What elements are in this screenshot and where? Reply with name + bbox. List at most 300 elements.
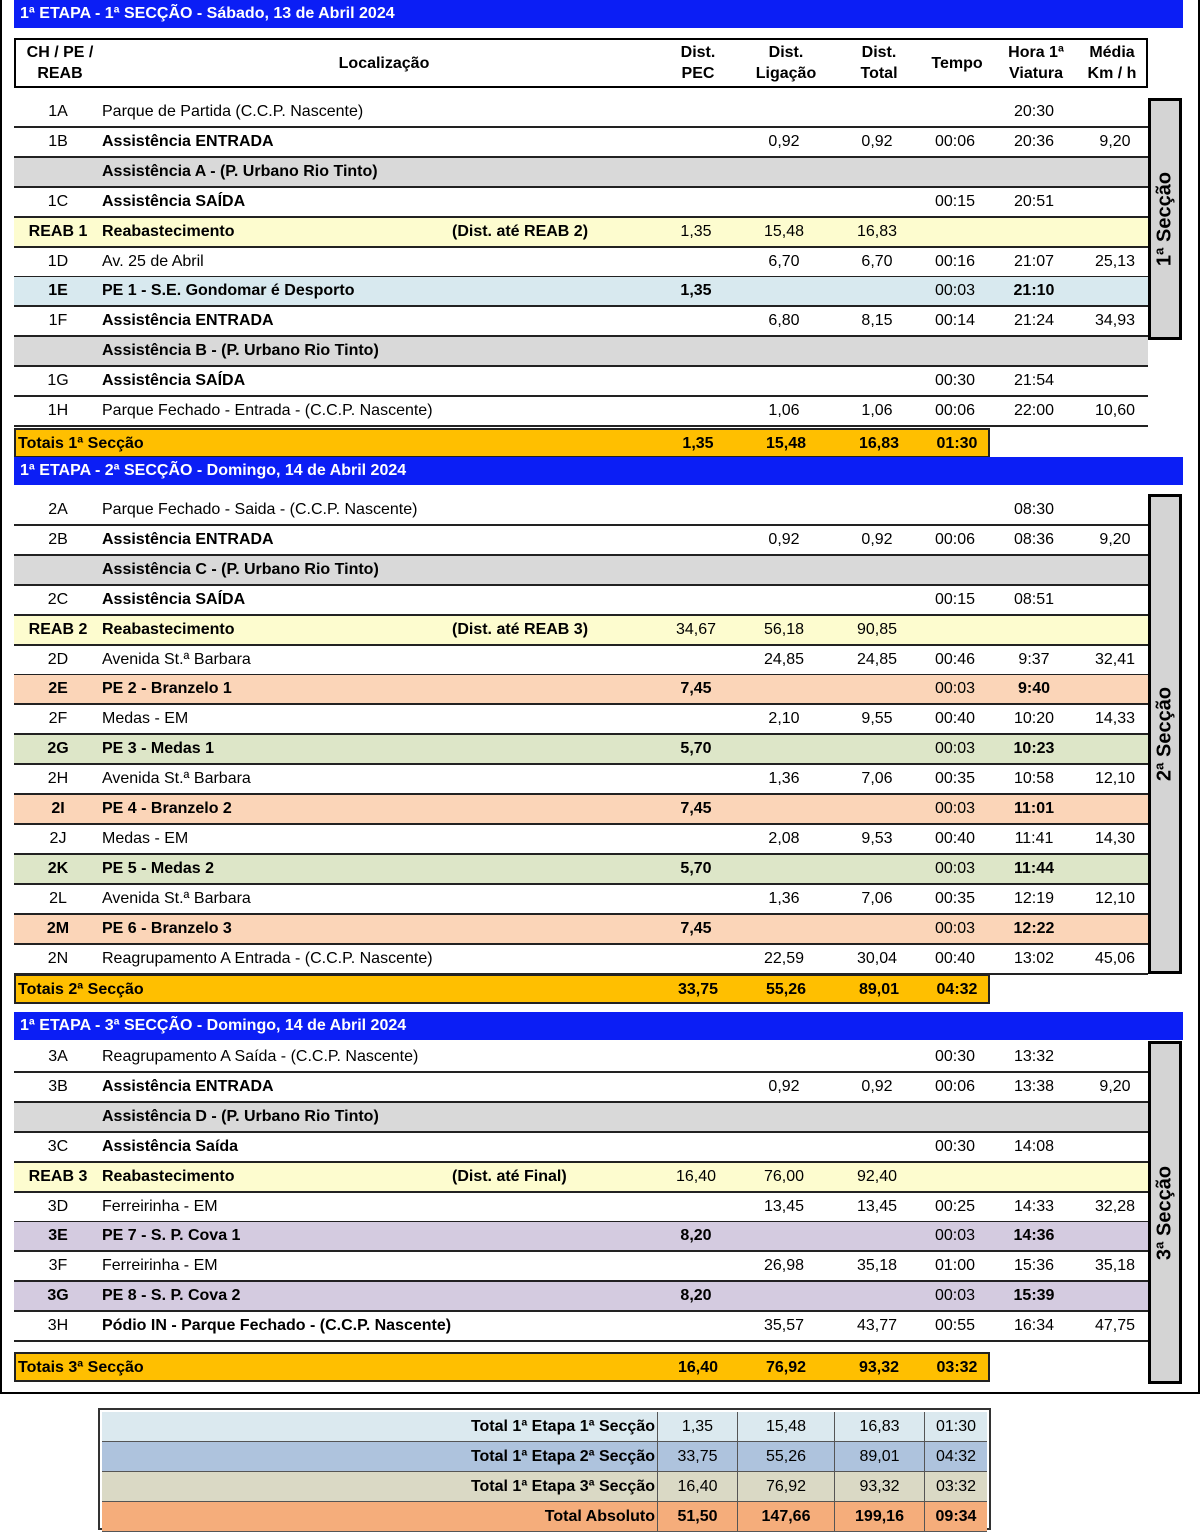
row-code: 2C xyxy=(47,590,69,608)
row-media xyxy=(1082,735,1148,763)
section-side-label-text: 3ª Secção xyxy=(1153,1165,1176,1260)
summary-table xyxy=(98,1408,991,1530)
row-dist-pec xyxy=(662,1133,730,1161)
row-location: PE 4 - Branzelo 2 xyxy=(102,800,232,817)
row-code: 1D xyxy=(47,252,69,270)
row-dist-pec xyxy=(662,1073,730,1101)
header-media: Média Km / h xyxy=(1087,44,1137,82)
row-location: Medas - EM xyxy=(102,829,189,847)
totals-pec: 16,40 xyxy=(677,1359,719,1376)
row-media xyxy=(1082,675,1148,703)
row-hora: 11:01 xyxy=(1013,800,1055,817)
row-hora: 20:30 xyxy=(1013,103,1055,120)
summary-total: 199,16 xyxy=(834,1502,924,1532)
row-location: Ferreirinha - EM xyxy=(102,1257,218,1275)
summary-lig: 147,66 xyxy=(737,1502,834,1532)
row-tempo: 00:40 xyxy=(934,829,976,847)
section-side-label xyxy=(1148,494,1182,974)
row-media: 45,06 xyxy=(1094,949,1136,967)
row-dist-pec xyxy=(662,158,730,186)
itinerary-row xyxy=(14,795,1148,825)
row-code: 2K xyxy=(47,859,69,877)
row-tempo: 00:40 xyxy=(934,710,976,728)
totals-ligacao: 76,92 xyxy=(765,1359,807,1376)
row-tempo: 00:15 xyxy=(934,590,976,608)
itinerary-row xyxy=(14,218,1148,248)
itinerary-row xyxy=(14,128,1148,158)
row-dist-ligacao xyxy=(742,795,826,823)
row-dist-total xyxy=(836,1133,918,1161)
row-location: PE 5 - Medas 2 xyxy=(102,859,215,877)
row-hora: 10:23 xyxy=(1013,740,1055,758)
row-tempo: 00:03 xyxy=(934,1227,976,1245)
row-media xyxy=(1082,367,1148,395)
row-dist-total xyxy=(836,675,918,703)
header-dist-pec: Dist. PEC xyxy=(680,44,716,82)
itinerary-row xyxy=(14,188,1148,218)
itinerary-row xyxy=(14,277,1148,307)
row-hora: 13:02 xyxy=(1013,949,1055,967)
itinerary-row xyxy=(14,556,1148,586)
itinerary-row xyxy=(14,496,1148,526)
summary-row xyxy=(102,1412,987,1442)
row-media: 34,93 xyxy=(1094,312,1136,330)
row-dist-total: 8,15 xyxy=(861,312,893,330)
itinerary-row xyxy=(14,825,1148,855)
row-dist-total xyxy=(836,735,918,763)
row-code: 2G xyxy=(47,740,69,758)
row-location: Pódio IN - Parque Fechado - (C.C.P. Nascente) xyxy=(102,1317,452,1335)
row-code xyxy=(14,158,102,186)
row-tempo xyxy=(924,496,986,524)
row-dist-pec xyxy=(662,1193,730,1221)
row-dist-pec xyxy=(662,765,730,793)
row-media xyxy=(1082,1163,1148,1191)
row-media xyxy=(1082,616,1148,644)
itinerary-row xyxy=(14,735,1148,765)
row-hora xyxy=(999,218,1069,246)
row-media xyxy=(1082,218,1148,246)
row-dist-pec xyxy=(662,945,730,973)
row-dist-pec: 8,20 xyxy=(680,1227,712,1245)
row-location: Medas - EM xyxy=(102,710,189,728)
row-code: 1G xyxy=(47,372,69,390)
row-location: PE 6 - Branzelo 3 xyxy=(102,919,232,937)
row-dist-ligacao xyxy=(742,1133,826,1161)
row-dist-ligacao: 1,36 xyxy=(768,889,800,907)
row-media xyxy=(1082,1133,1148,1161)
row-location: Assistência SAÍDA xyxy=(102,590,246,608)
row-media xyxy=(1082,1103,1148,1131)
row-dist-ligacao xyxy=(742,1282,826,1310)
row-hora xyxy=(999,337,1069,365)
row-tempo: 00:03 xyxy=(934,282,976,300)
row-hora: 16:34 xyxy=(1013,1317,1055,1335)
summary-label: Total 1ª Etapa 2ª Secção xyxy=(102,1442,657,1472)
row-media: 47,75 xyxy=(1094,1317,1136,1335)
itinerary-row xyxy=(14,1222,1148,1252)
itinerary-row xyxy=(14,367,1148,397)
row-dist-total xyxy=(836,1222,918,1250)
itinerary-row xyxy=(14,646,1148,676)
row-dist-ligacao: 6,70 xyxy=(768,252,800,270)
row-tempo: 00:30 xyxy=(934,1048,976,1065)
row-hora: 22:00 xyxy=(1013,402,1055,419)
row-code: 3D xyxy=(47,1197,69,1215)
row-media: 12,10 xyxy=(1094,770,1136,788)
row-tempo: 01:00 xyxy=(934,1257,976,1275)
totals-tempo: 03:32 xyxy=(936,1359,978,1376)
row-code: REAB 1 xyxy=(28,222,88,240)
row-dist-ligacao xyxy=(742,98,826,126)
row-tempo: 00:06 xyxy=(934,1077,976,1095)
row-dist-ligacao xyxy=(742,586,826,614)
row-location: Reabastecimento xyxy=(102,222,235,240)
row-dist-ligacao: 15,48 xyxy=(763,222,805,240)
totals-tempo: 04:32 xyxy=(936,981,978,998)
row-dist-total xyxy=(836,277,918,305)
section-totals-row xyxy=(14,974,990,1004)
row-media: 32,28 xyxy=(1094,1197,1136,1215)
row-tempo: 00:35 xyxy=(934,770,976,788)
row-dist-pec xyxy=(662,367,730,395)
row-dist-ligacao: 2,10 xyxy=(768,710,800,728)
row-location: Assistência SAÍDA xyxy=(102,192,246,210)
itinerary-row xyxy=(14,705,1148,735)
row-dist-total xyxy=(836,1043,918,1071)
row-hora: 08:36 xyxy=(1013,530,1055,548)
row-media xyxy=(1082,496,1148,524)
row-hora xyxy=(999,158,1069,186)
row-dist-total: 90,85 xyxy=(856,620,898,638)
row-dist-pec xyxy=(662,586,730,614)
row-dist-ligacao: 26,98 xyxy=(763,1257,805,1275)
itinerary-row xyxy=(14,915,1148,945)
row-media: 9,20 xyxy=(1099,1077,1131,1095)
row-dist-total xyxy=(836,98,918,126)
row-dist-ligacao xyxy=(742,855,826,883)
summary-pec: 33,75 xyxy=(657,1442,737,1472)
summary-pec: 51,50 xyxy=(657,1502,737,1532)
row-tempo xyxy=(924,98,986,126)
row-hora: 14:08 xyxy=(1013,1137,1055,1155)
row-dist-ligacao: 2,08 xyxy=(768,829,800,847)
totals-label: Totais 3ª Secção xyxy=(18,1359,144,1376)
row-dist-ligacao xyxy=(742,1043,826,1071)
row-dist-total: 92,40 xyxy=(856,1167,898,1185)
row-tempo: 00:55 xyxy=(934,1317,976,1335)
row-dist-ligacao xyxy=(742,496,826,524)
row-media: 14,33 xyxy=(1094,710,1136,728)
row-location: PE 2 - Branzelo 1 xyxy=(102,680,232,698)
row-location: Parque Fechado - Entrada - (C.C.P. Nascente) xyxy=(102,402,433,419)
section-side-label-text: 2ª Secção xyxy=(1153,686,1176,782)
row-code: 3G xyxy=(47,1287,69,1305)
row-dist-total xyxy=(836,188,918,216)
row-hora: 11:41 xyxy=(1014,829,1054,847)
row-dist-total xyxy=(836,337,918,365)
itinerary-row xyxy=(14,1103,1148,1133)
itinerary-row xyxy=(14,397,1148,427)
row-code: 2H xyxy=(47,770,69,788)
summary-lig: 55,26 xyxy=(737,1442,834,1472)
row-tempo: 00:30 xyxy=(934,372,976,390)
row-tempo xyxy=(924,218,986,246)
itinerary-row xyxy=(14,1252,1148,1282)
header-location: Localização xyxy=(338,54,430,72)
row-dist-pec: 1,35 xyxy=(680,282,712,300)
row-dist-pec xyxy=(662,1252,730,1280)
itinerary-row xyxy=(14,1133,1148,1163)
row-hora xyxy=(999,1163,1069,1191)
itinerary-row xyxy=(14,337,1148,367)
row-code: 1B xyxy=(48,132,68,150)
itinerary-row xyxy=(14,1312,1148,1342)
row-location: Avenida St.ª Barbara xyxy=(102,770,251,788)
row-hora: 21:54 xyxy=(1013,372,1055,390)
row-location: Assistência ENTRADA xyxy=(102,132,274,150)
row-hora: 20:36 xyxy=(1013,132,1055,150)
row-location: Assistência ENTRADA xyxy=(102,1077,274,1095)
row-dist-pec xyxy=(662,98,730,126)
summary-label: Total 1ª Etapa 3ª Secção xyxy=(102,1472,657,1502)
row-note: (Dist. até REAB 3) xyxy=(452,620,589,638)
row-location: Reabastecimento xyxy=(102,620,235,638)
row-location: PE 7 - S. P. Cova 1 xyxy=(102,1227,241,1245)
row-location: Parque de Partida (C.C.P. Nascente) xyxy=(102,103,364,120)
row-code: 2A xyxy=(48,501,68,518)
row-hora: 11:44 xyxy=(1013,859,1055,877)
summary-tempo: 09:34 xyxy=(924,1502,987,1532)
row-tempo: 00:06 xyxy=(934,530,976,548)
row-media xyxy=(1082,158,1148,186)
summary-pec: 1,35 xyxy=(657,1412,737,1442)
row-dist-pec: 7,45 xyxy=(680,800,712,817)
row-dist-ligacao: 0,92 xyxy=(768,530,800,548)
summary-lig: 15,48 xyxy=(737,1412,834,1442)
row-dist-ligacao: 13,45 xyxy=(763,1197,805,1215)
row-hora: 21:10 xyxy=(1013,282,1055,300)
totals-ligacao: 15,48 xyxy=(765,435,807,452)
row-dist-pec xyxy=(662,496,730,524)
row-media: 10,60 xyxy=(1094,402,1136,419)
itinerary-row xyxy=(14,526,1148,556)
row-code: 1A xyxy=(48,103,68,120)
row-code: 2J xyxy=(49,829,67,847)
row-dist-ligacao xyxy=(742,556,826,584)
row-dist-total: 0,92 xyxy=(861,132,893,150)
row-hora: 08:51 xyxy=(1013,590,1055,608)
row-location: Reabastecimento xyxy=(102,1167,235,1185)
row-code: 2E xyxy=(48,680,68,698)
row-dist-pec xyxy=(662,1312,730,1340)
row-location: PE 3 - Medas 1 xyxy=(102,740,215,758)
row-dist-ligacao: 24,85 xyxy=(763,650,805,668)
summary-label: Total Absoluto xyxy=(102,1502,657,1532)
row-dist-ligacao: 1,36 xyxy=(768,770,800,788)
row-hora: 9:40 xyxy=(1017,680,1051,698)
row-code: 2L xyxy=(49,889,67,907)
row-dist-total: 9,53 xyxy=(861,829,893,847)
row-dist-ligacao: 76,00 xyxy=(763,1167,805,1185)
row-dist-total xyxy=(836,795,918,823)
row-dist-ligacao: 0,92 xyxy=(768,1077,800,1095)
row-tempo: 00:35 xyxy=(934,889,976,907)
totals-total: 16,83 xyxy=(858,435,900,452)
row-code: 1F xyxy=(48,312,68,330)
row-code: 2D xyxy=(47,650,69,668)
totals-total: 93,32 xyxy=(858,1359,900,1376)
row-hora: 14:36 xyxy=(1013,1227,1055,1245)
row-location: Ferreirinha - EM xyxy=(102,1197,218,1215)
row-tempo xyxy=(924,337,986,365)
row-code: 1H xyxy=(47,402,69,419)
row-dist-total: 1,06 xyxy=(861,402,893,419)
row-dist-pec xyxy=(662,885,730,913)
row-location: Assistência A - (P. Urbano Rio Tinto) xyxy=(102,162,378,180)
row-location: Avenida St.ª Barbara xyxy=(102,889,251,907)
row-location: Avenida St.ª Barbara xyxy=(102,650,251,668)
row-media xyxy=(1082,277,1148,305)
row-dist-ligacao xyxy=(742,337,826,365)
summary-pec: 16,40 xyxy=(657,1472,737,1502)
itinerary-row xyxy=(14,307,1148,337)
summary-label: Total 1ª Etapa 1ª Secção xyxy=(102,1412,657,1442)
row-code: 3B xyxy=(48,1077,68,1095)
row-code: REAB 2 xyxy=(28,620,88,638)
row-tempo xyxy=(924,158,986,186)
row-media xyxy=(1082,915,1148,943)
row-dist-pec xyxy=(662,397,730,425)
itinerary-row xyxy=(14,885,1148,915)
itinerary-row xyxy=(14,1282,1148,1312)
row-dist-pec xyxy=(662,1103,730,1131)
section-banner: 1ª ETAPA - 3ª SECÇÃO - Domingo, 14 de Abril 2024 xyxy=(14,1012,1183,1040)
row-code: 1C xyxy=(47,192,69,210)
summary-lig: 76,92 xyxy=(737,1472,834,1502)
row-tempo: 00:15 xyxy=(934,192,976,210)
row-dist-total xyxy=(836,367,918,395)
summary-total-row xyxy=(102,1502,987,1532)
itinerary-row xyxy=(14,1163,1148,1193)
summary-total: 93,32 xyxy=(834,1472,924,1502)
row-code: 2N xyxy=(47,949,69,967)
row-dist-pec xyxy=(662,526,730,554)
row-tempo xyxy=(924,556,986,584)
row-media xyxy=(1082,855,1148,883)
row-dist-pec xyxy=(662,337,730,365)
row-location: Reagrupamento A Entrada - (C.C.P. Nascente) xyxy=(102,949,433,967)
itinerary-row xyxy=(14,248,1148,278)
summary-tempo: 04:32 xyxy=(924,1442,987,1472)
row-code: 2I xyxy=(51,800,65,817)
row-tempo xyxy=(924,616,986,644)
row-dist-pec: 5,70 xyxy=(680,859,712,877)
row-dist-total xyxy=(836,1103,918,1131)
row-tempo: 00:30 xyxy=(934,1137,976,1155)
totals-pec: 33,75 xyxy=(677,981,719,998)
itinerary-row xyxy=(14,675,1148,705)
row-tempo: 00:03 xyxy=(934,1287,976,1305)
row-dist-pec: 1,35 xyxy=(680,222,712,240)
row-hora xyxy=(999,1103,1069,1131)
row-dist-ligacao xyxy=(742,367,826,395)
row-dist-ligacao xyxy=(742,735,826,763)
row-code: 3C xyxy=(47,1137,69,1155)
row-media xyxy=(1082,795,1148,823)
row-dist-ligacao xyxy=(742,915,826,943)
row-media: 35,18 xyxy=(1094,1257,1136,1275)
totals-tempo: 01:30 xyxy=(936,435,978,452)
row-dist-total: 24,85 xyxy=(856,650,898,668)
row-dist-total: 6,70 xyxy=(861,252,893,270)
row-media xyxy=(1082,1043,1148,1071)
summary-row xyxy=(102,1442,987,1472)
row-hora: 08:30 xyxy=(1013,501,1055,518)
section-banner: 1ª ETAPA - 1ª SECÇÃO - Sábado, 13 de Abril 2024 xyxy=(14,0,1183,28)
row-dist-total: 30,04 xyxy=(856,949,898,967)
row-tempo xyxy=(924,1103,986,1131)
summary-tempo: 01:30 xyxy=(924,1412,987,1442)
row-location: Assistência D - (P. Urbano Rio Tinto) xyxy=(102,1107,379,1125)
row-dist-pec xyxy=(662,1043,730,1071)
row-code: 1E xyxy=(48,282,68,300)
row-dist-pec: 5,70 xyxy=(680,740,712,758)
row-media: 9,20 xyxy=(1099,132,1131,150)
row-dist-ligacao: 56,18 xyxy=(763,620,805,638)
row-code: 3E xyxy=(48,1227,68,1245)
section-side-label xyxy=(1148,1041,1182,1384)
row-code xyxy=(14,1103,102,1131)
row-tempo: 00:06 xyxy=(934,402,976,419)
row-hora: 13:38 xyxy=(1013,1077,1055,1095)
row-dist-ligacao: 35,57 xyxy=(763,1317,805,1335)
row-tempo: 00:03 xyxy=(934,740,976,758)
row-location: Reagrupamento A Saída - (C.C.P. Nascente) xyxy=(102,1048,419,1065)
header-dist-total: Dist. Total xyxy=(860,44,898,82)
row-dist-total: 7,06 xyxy=(861,889,893,907)
summary-tempo: 03:32 xyxy=(924,1472,987,1502)
row-dist-pec xyxy=(662,128,730,156)
row-note: (Dist. até Final) xyxy=(452,1167,567,1185)
totals-label: Totais 2ª Secção xyxy=(18,981,144,998)
row-media: 25,13 xyxy=(1094,252,1136,270)
header-dist-ligacao: Dist. Ligação xyxy=(755,44,817,82)
row-code: REAB 3 xyxy=(28,1167,88,1185)
row-media xyxy=(1082,188,1148,216)
row-dist-pec xyxy=(662,248,730,276)
summary-total: 89,01 xyxy=(834,1442,924,1472)
row-hora: 12:22 xyxy=(1013,919,1055,937)
row-location: Assistência C - (P. Urbano Rio Tinto) xyxy=(102,560,379,578)
row-media xyxy=(1082,586,1148,614)
row-tempo: 00:03 xyxy=(934,919,976,937)
row-dist-pec: 16,40 xyxy=(675,1167,717,1185)
row-tempo: 00:14 xyxy=(934,312,976,330)
row-hora: 15:36 xyxy=(1013,1257,1055,1275)
row-dist-pec xyxy=(662,307,730,335)
row-dist-ligacao: 0,92 xyxy=(768,132,800,150)
row-hora: 10:58 xyxy=(1013,770,1055,788)
row-media xyxy=(1082,1282,1148,1310)
itinerary-row xyxy=(14,945,1148,975)
row-dist-pec: 7,45 xyxy=(680,919,712,937)
row-tempo: 00:03 xyxy=(934,680,976,698)
row-code xyxy=(14,337,102,365)
row-tempo: 00:03 xyxy=(934,800,976,817)
row-dist-ligacao: 1,06 xyxy=(768,402,800,419)
row-hora: 9:37 xyxy=(1018,650,1050,668)
